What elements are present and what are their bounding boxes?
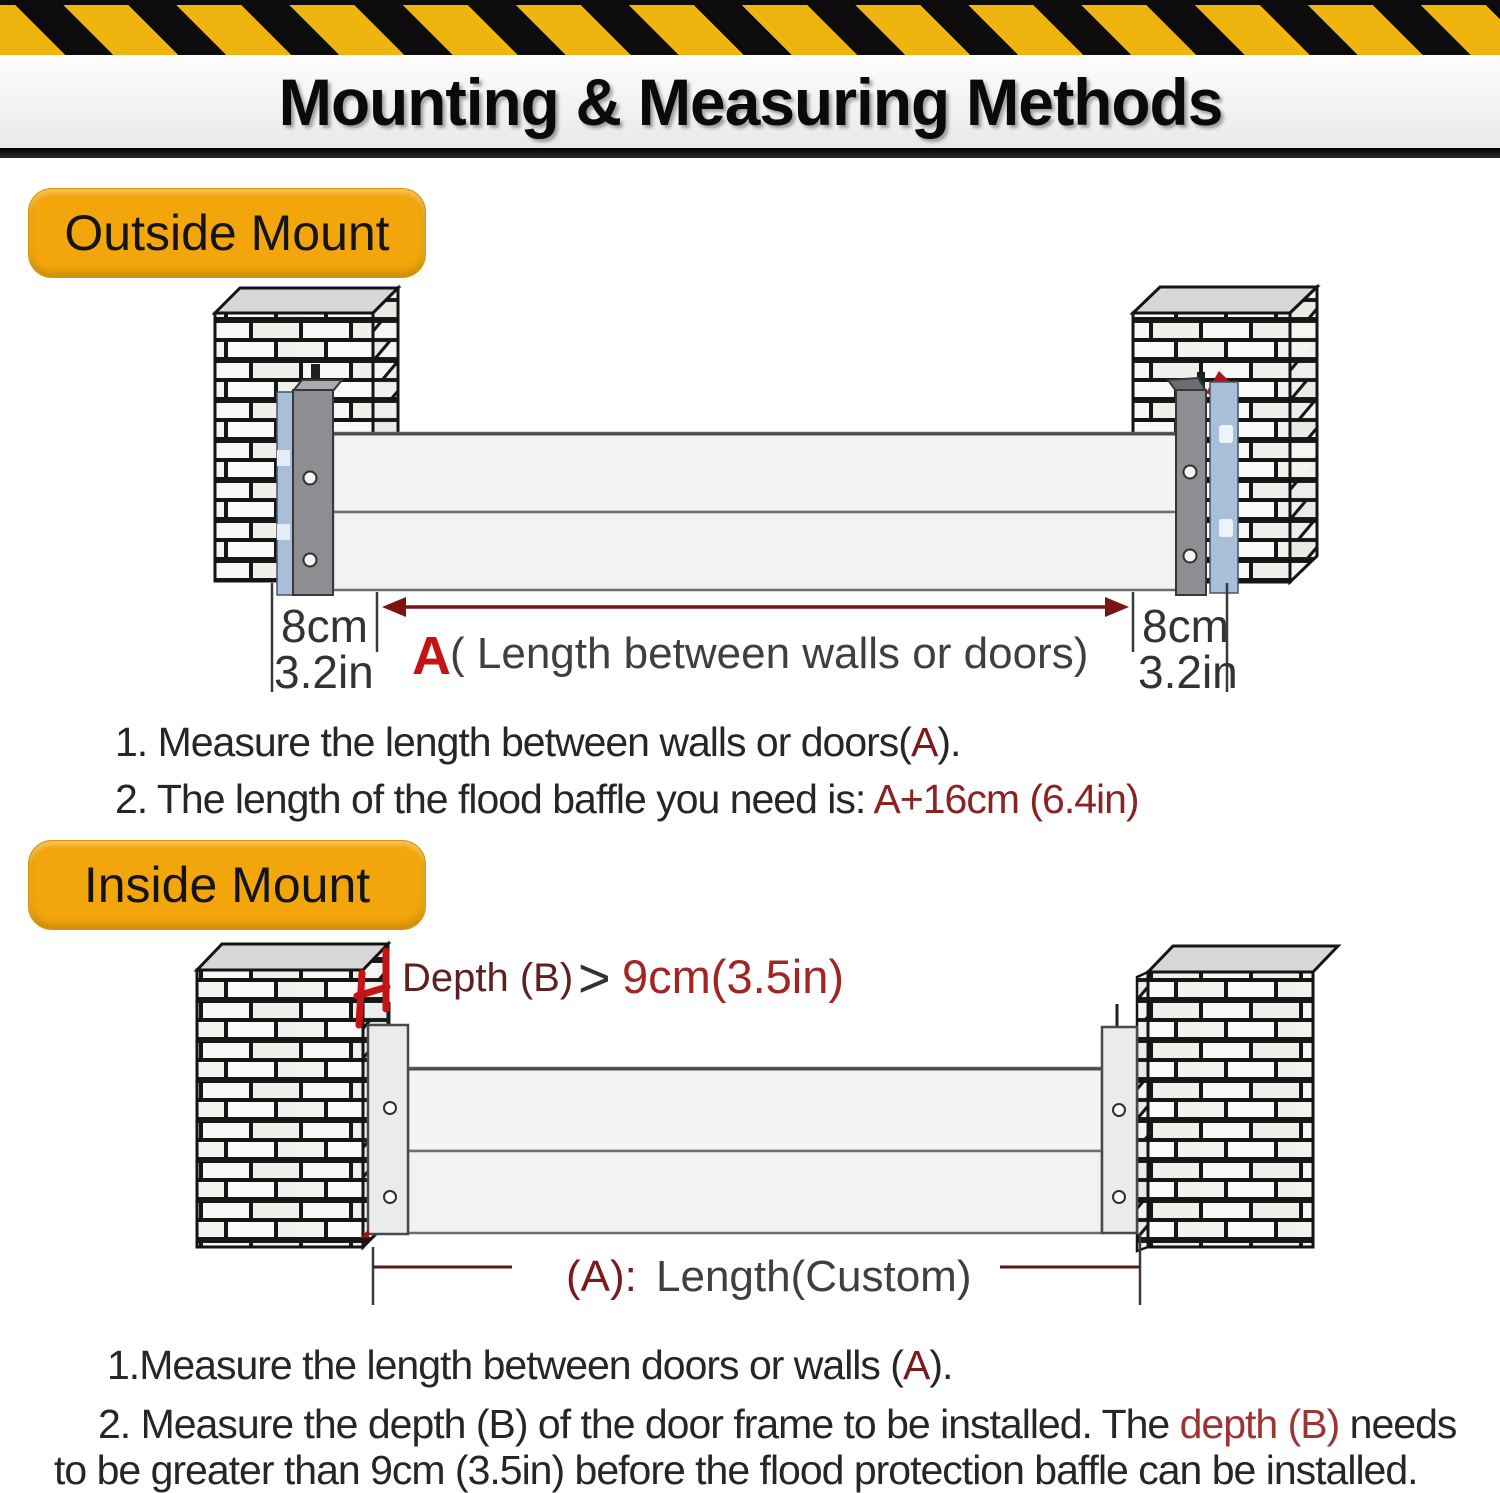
depth-indicator-bar	[359, 973, 362, 1025]
pillar-top-face	[197, 944, 388, 970]
flood-barrier	[408, 1068, 1102, 1233]
pillar-front-face	[1148, 972, 1313, 1247]
flood-barrier	[333, 433, 1178, 590]
step-text: 2. Measure the depth (B) of the door frame to be installed. The	[98, 1401, 1180, 1447]
arrowhead-right-icon	[1105, 597, 1129, 617]
outside-step-1	[115, 714, 1455, 771]
length-a-token: (A):	[566, 1252, 637, 1301]
arrowhead-left-icon	[382, 597, 406, 617]
mounting-channel-left	[360, 1002, 408, 1238]
dim-right-cm: 8cm	[1142, 600, 1229, 652]
depth-value: 9cm(3.5in)	[622, 950, 845, 1003]
step-highlight-depth: depth (B)	[1179, 1401, 1340, 1447]
flood-barrier-panel	[333, 512, 1178, 590]
step-text: ).	[929, 1342, 953, 1388]
flood-barrier-panel	[408, 1068, 1102, 1151]
seal-notch	[1219, 425, 1233, 443]
outside-dimension	[272, 583, 1238, 698]
pillar-top-face	[1148, 946, 1338, 972]
screw-hole	[1184, 550, 1197, 563]
greater-than-sign: >	[578, 946, 611, 1009]
pillar-top-face	[1133, 287, 1317, 313]
brick-pillar-right	[1137, 946, 1338, 1251]
outside-step-2	[115, 771, 1455, 828]
screw-hole	[1184, 466, 1197, 479]
step-highlight-a: A	[902, 1342, 930, 1388]
seal-notch	[277, 524, 290, 540]
screw-hole	[384, 1191, 396, 1203]
inside-step-2-line-2: to be greater than 9cm (3.5in) before the flood protection baffle can be installed.	[54, 1447, 1418, 1493]
mounting-bracket-left	[277, 364, 342, 595]
inside-dimension	[373, 1234, 1140, 1305]
screw-hole	[1113, 1104, 1125, 1116]
screw-hole	[384, 1102, 396, 1114]
dim-right-in: 3.2in	[1138, 646, 1238, 698]
inside-mount-diagram	[197, 944, 1338, 1305]
inside-mount-steps	[54, 1342, 1500, 1493]
depth-annotation	[402, 946, 844, 1009]
flood-barrier-panel	[333, 433, 1178, 512]
dim-left-cm: 8cm	[281, 600, 368, 652]
outside-mount-diagram	[215, 287, 1317, 698]
step-text: needs	[1339, 1401, 1457, 1447]
mounting-channel-right	[1102, 1004, 1137, 1233]
pillar-side-face	[1137, 972, 1148, 1251]
step-highlight-a: A	[910, 719, 938, 765]
mounting-channel	[1176, 390, 1206, 595]
page-title: Mounting & Measuring Methods	[278, 64, 1222, 139]
dim-left-in: 3.2in	[274, 646, 374, 698]
mounting-bracket-right	[1168, 371, 1238, 595]
step-text: 1. Measure the length between walls or doors(	[115, 719, 911, 765]
depth-label: Depth (B)	[402, 956, 574, 1000]
step-highlight-value: A+16cm (6.4in)	[873, 776, 1139, 822]
screw-hole	[304, 472, 317, 485]
step-text: ).	[937, 719, 961, 765]
outside-mount-steps	[115, 714, 1455, 828]
length-a-description: ( Length between walls or doors)	[450, 629, 1089, 678]
screw-hole	[304, 554, 317, 567]
length-a-label: A	[412, 626, 451, 686]
pillar-front-face	[197, 970, 363, 1247]
screw-hole	[1113, 1191, 1125, 1203]
pillar-side-face	[1290, 287, 1317, 582]
inside-step-2-line-1	[98, 1401, 1500, 1447]
length-custom-label: Length(Custom)	[656, 1252, 972, 1301]
step-text: 2. The length of the flood baffle you need is:	[115, 776, 874, 822]
inside-step-2	[54, 1401, 1500, 1493]
seal-notch	[277, 450, 290, 466]
flood-barrier-panel	[408, 1151, 1102, 1233]
inside-step-1	[107, 1342, 1500, 1388]
seal-strip	[1210, 382, 1238, 593]
inside-mount-badge-label: Inside Mount	[83, 857, 371, 913]
step-text: 1.Measure the length between doors or walls (	[107, 1342, 903, 1388]
seal-strip	[277, 392, 293, 595]
seal-notch	[1219, 519, 1233, 537]
pillar-top-face	[215, 288, 398, 313]
outside-mount-badge-label: Outside Mount	[64, 205, 390, 261]
